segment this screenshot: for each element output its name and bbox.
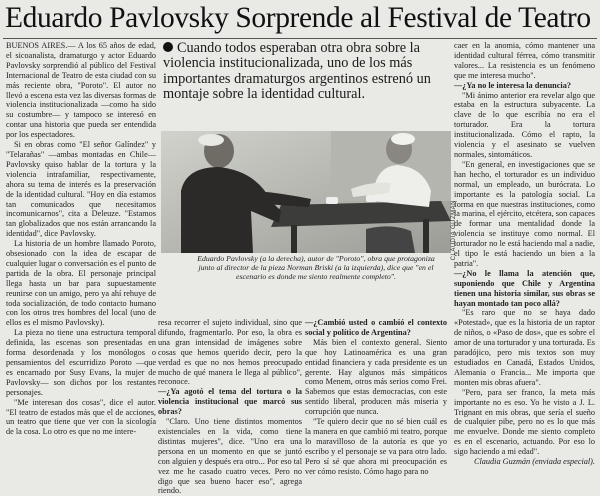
headline: Eduardo Pavlovsky Sorprende al Festival de Teatro — [5, 2, 591, 34]
paragraph: "Pero, para ser franco, la meta más importante no es eso. Yo he visto a J. L. Trignant en mis obras, que sería el sueño de cualquier pibe, pero no es lo que más me envuelve. Donde me siento completo es en el escenario, actuando. Por eso lo sigo haciendo a mi edad". — [454, 387, 595, 457]
paragraph: resa recorrer el sujeto individual, sino que difundo, fragmentarlo. Por eso, la obra es una gran intensidad de imágenes sobre cosas que hemos querido decir, pero la verdad es que no nos hemos preocupado mucho de qué manera le llega al público", reconoce. — [158, 318, 302, 387]
paragraph: La pieza no tiene una estructura temporal definida, las escenas son presentadas en forma desordenada y los monólogos o pensamientos del escurridizo Poroto —que es encarnado por Susy Evans, la mujer de Pavlovsky— son dichos por los restantes personajes. — [6, 328, 156, 397]
photo-credit: CLAUDIA GUZMÁN — [451, 200, 457, 261]
byline-signature: Claudia Guzmán (enviada especial). — [474, 457, 595, 467]
interview-question: —¿Cambió usted o cambió el contexto social y político de Argentina? — [305, 318, 447, 337]
paragraph: "Mi ánimo anterior era revelar algo que estaba en la estructura subyacente. La clave de lo que escribía no era el torturador. Era la tortura institucionalizada. Cómo el rapto, la violencia y el asesinato se vuelven normales, sintomáticos. — [454, 90, 595, 159]
photo-illustration — [161, 131, 451, 253]
article-photo — [161, 131, 451, 253]
bullet-icon — [163, 42, 173, 52]
headline-rule — [3, 38, 597, 39]
interview-question: —¿No le llama la atención que, suponiendo que Chile y Argentina tienen una historia similar, sus obras se hayan montado tan poco allá? — [454, 268, 595, 308]
article-column-2 — [158, 318, 302, 496]
paragraph: BUENOS AIRES.— A los 65 años de edad, el sicoanalista, dramaturgo y actor Eduardo Pavlovsky sorprendió al público del Festival Internacional de Teatro de esta ciudad con su más reciente obra, "Poroto". El autor no llevó a escena esta vez las diversas formas de violencia institucionalizada —como ha sido su costumbre— y tampoco se interesó en contar una historia que pueda ser entendida por los espectadores. — [6, 41, 156, 140]
paragraph: Si en obras como "El señor Galíndez" y "Telarañas" —ambas montadas en Chile— Pavlovsky quiso hablar de la tortura y la violencia intrafamiliar, respectivamente, ahora su tema de interés es la preservación de la identidad cultural. "Hoy en día estamos tan comunicados que necesitamos incomunicarnos", cita a Deleuze. "Estamos tan globalizados que nos están arrancando la identidad", dice Pavlovsky. — [6, 140, 156, 239]
paragraph: "En general, en investigaciones que se han hecho, el torturador es un individuo normal, un empleado, un burócrata. Lo importante es la patología social. La forma en que nuestras instituciones, como la marina, el ejército, etcétera, son capaces de formar una mentalidad donde la violencia se instituye como normal. El torturador no le está haciendo mal a nadie, el tipo le está haciendo un bien a la patria". — [454, 159, 595, 268]
article-column-3 — [305, 318, 447, 476]
article-column-1 — [6, 41, 156, 447]
paragraph: "Claro. Uno tiene distintos momentos existenciales en la vida, como tiene distintas mujeres", dice. "Uno era una persona en un momento en que se juntó con alguien y después era otro... Por eso tal vez me he casado cuatro veces. Pero no digo que sea bueno hacer eso", agrega riendo. — [158, 417, 302, 496]
lead-summary — [163, 41, 447, 103]
lead-text: Cuando todos esperaban otra obra sobre la violencia institucionalizada, uno de los más importantes dramaturgos argentinos estrenó un montaje sobre la identidad cultural. — [163, 40, 431, 103]
paragraph: La historia de un hombre llamado Poroto, obsesionado con la idea de escapar de cualquier lugar o conversación es el punto de partida de la obra. El personaje principal llega hasta un bar para supuestamente reunirse con un amigo, pero ya ahí rehuye de toda socialización, de todo contacto humano con los otros tres hombres del local (uno de ellos es el mismo Pavlovsky). — [6, 239, 156, 328]
paragraph: "Me interesan dos cosas", dice el autor. "El teatro de estados más que el de acciones, un teatro que tiene que ver con la sicología de la cosa. Lo otro es que no me intere- — [6, 397, 156, 437]
article-column-4 — [454, 41, 595, 467]
photo-caption: Eduardo Pavlovsky (a la derecha), autor de "Poroto", obra que protagoniza junto al director de la pieza Norman Briski (a la izquierda), dice que "en el escenario es donde me siento realmente completo". — [197, 254, 435, 282]
interview-question: —¿Ya agotó el tema del tortura o la violencia institucional que marcó sus obras? — [158, 387, 302, 417]
paragraph: "Es raro que no se haya dado «Potestad», que es la historia de un raptor de niños, o «Paso de dos», que es sobre el amor de una torturador y una torturada. Es paradójico, pero mis textos son muy estudiados en Canadá, Estados Unidos, Alemania o Francia... Me importa que monten mis obras afuera". — [454, 308, 595, 387]
interview-question: —¿Ya no le interesa la denuncia? — [454, 80, 571, 90]
paragraph: "Te quiero decir que no sé bien cuál es la manera en que cambió mi teatro, porque lo maravilloso de la autoría es que yo escribo y el personaje se va para otro lado. Pero sí sé que ahora mi preocupación es ver cómo resisto. Cómo hago para no — [305, 417, 447, 476]
paragraph: caer en la anomia, cómo mantener una identidad cultural férrea, cómo transmitir valores... La resistencia es un fenómeno que me interesa mucho". — [454, 41, 595, 80]
paragraph: Más bien el contexto general. Siento que hoy Latinoamérica es una gran entidad financiera y cada presidente es un gerente. Hay algunos más simpáticos como Menem, otros más serios como Frei. Sabemos que estas democracias, con este sentido liberal, producen más miseria y corrupción que nunca. — [305, 337, 447, 417]
